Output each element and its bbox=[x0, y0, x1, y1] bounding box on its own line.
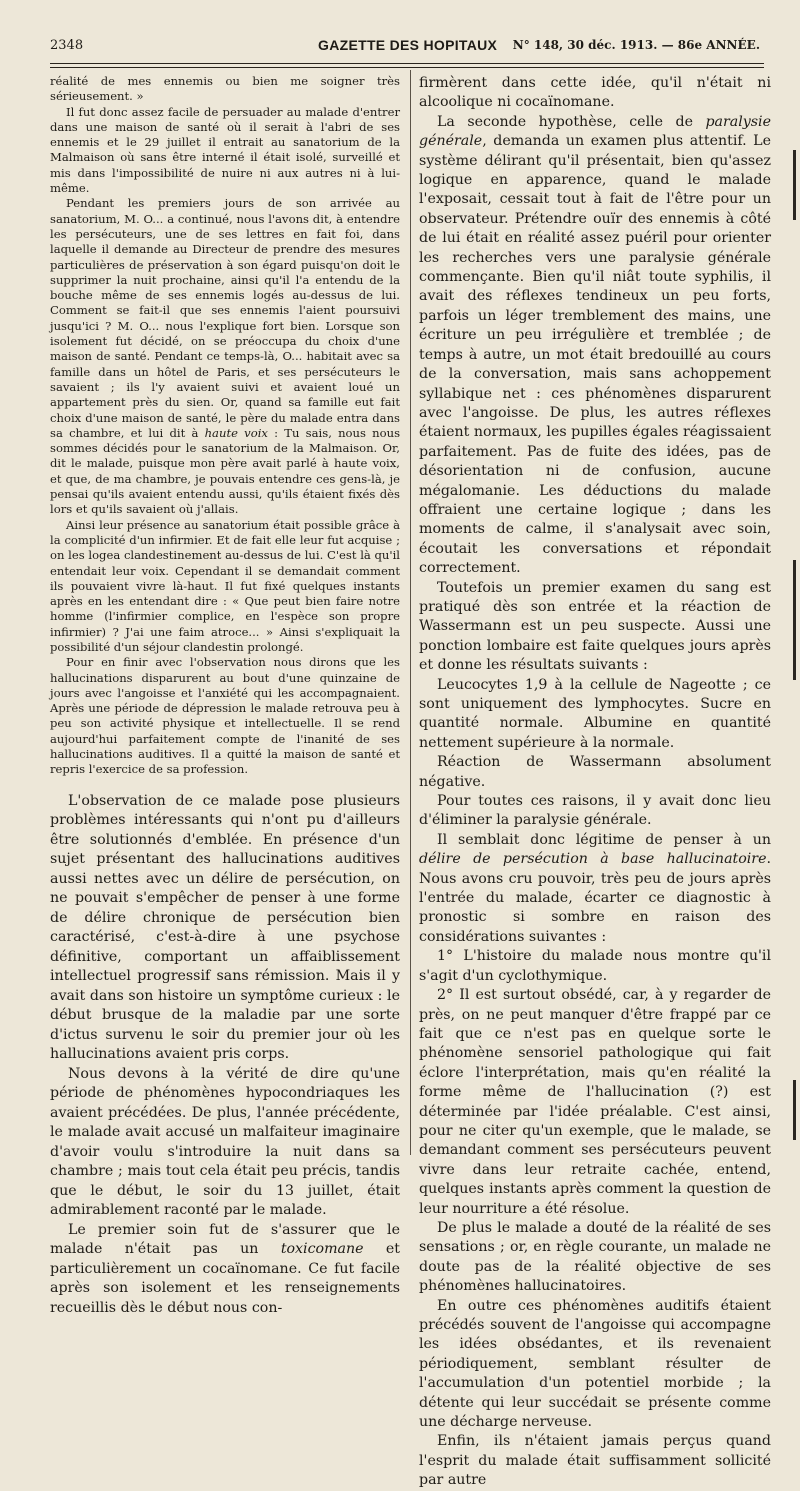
text-run: Pendant les premiers jours de son arrivée au sanatorium, M. O... a continué, nous l'avons dit, à entendre les persécuteurs, une de ses lettres en fait foi, dans laquelle il demande au Directeur de prendre des mesures particulières de préservation à son égard puisqu'on doit le supprimer la nuit prochaine, ainsi qu'il l'a entendu de la bouche même de ses ennemis logés au-dessus de lui. Comment se fait-il que ses ennemis l'aient poursuivi jusqu'ici ? M. O... nous l'explique fort bien. Lorsque son isolement fut décidé, on se préoccupa du choix d'une maison de santé. Pendant ce temps-là, O... habitait avec sa famille dans un hôtel de Paris, et ses persécuteurs le savaient ; ils l'y avaient suivi et avaient loué un appartement près du sien. Or, quand sa famille eut fait choix d'une maison de santé, le père du malade entra dans sa chambre, et lui dit à bbox=[50, 196, 400, 440]
header-rule-bottom bbox=[50, 67, 764, 68]
text-run: Le premier soin fut de s'assurer que le malade n'était pas un bbox=[50, 1221, 400, 1258]
paragraph: Il fut donc assez facile de persuader au malade d'entrer dans une maison de santé où il serait à l'abri de ses ennemis et le 29 juillet il entrait au sanatorium de la Malmaison où sans être interné il était isolé, surveillé et mis dans l'impossibilité de nuire ni aux autres ni à lui-même. bbox=[50, 104, 400, 196]
text-run: . Nous avons cru pouvoir, très peu de jours après l'entrée du malade, écarter ce diagnostic à pronostic si sombre en raison des considérations suivantes : bbox=[419, 851, 771, 945]
issue-info: N° 148, 30 déc. 1913. — 86e ANNÉE. bbox=[512, 38, 760, 52]
paragraph: firmèrent dans cette idée, qu'il n'était ni alcoolique ni cocaïnomane. bbox=[419, 75, 771, 111]
paragraph: Réaction de Wassermann absolument négative. bbox=[419, 754, 771, 790]
paragraph: En outre ces phénomènes auditifs étaient précédés souvent de l'angoisse qui accompagne les idées obsédantes, et ils revenaient périodiquement, semblant résulter de l'accumulation d'un potentiel morbide ; la détente qui leur succédait se présente comme une décharge nerveuse. bbox=[419, 1297, 771, 1431]
paragraph: Ainsi leur présence au sanatorium était possible grâce à la complicité d'un infirmier. Et de fait elle leur fut acquise ; on les logea clandestinement au-dessus de lui. C'est là qu'il entendait leur voix. Cependant il se demandait comment ils pouvaient vivre là-haut. Il fut fixé quelques instants après en les entendant dire : « Que peut bien faire notre homme (l'infirmier complice, en l'espèce son propre infirmier) ? J'ai une faim atroce... » Ainsi s'expliquait la possibilité d'un séjour clandestin prolongé. bbox=[50, 517, 400, 654]
paragraph: L'observation de ce malade pose plusieurs problèmes intéressants qui n'ont pu d'ailleurs être solutionnés d'emblée. En présence d'un sujet présentant des hallucinations auditives aussi nettes avec un délire de persécution, on ne pouvait s'empêcher de penser à une forme de délire chronique de persécution bien caractérisé, c'est-à-dire à une psychose définitive, comportant un affaiblissement intellectuel progressif sans rémission. Mais il y avait dans son histoire un symptôme curieux : le début brusque de la maladie par une sorte d'ictus survenu le soir du premier jour où les hallucinations avaient pris corps. bbox=[50, 792, 400, 1063]
paragraph: 1° L'histoire du malade nous montre qu'il s'agit d'un cyclothymique. bbox=[419, 948, 771, 984]
paragraph: Leucocytes 1,9 à la cellule de Nageotte ; ce sont uniquement des lymphocytes. Sucre en quantité normale. Albumine en quantité nettement supérieure à la normale. bbox=[419, 676, 771, 751]
italic-text: haute voix bbox=[204, 425, 268, 440]
page-edge-mark bbox=[793, 1080, 796, 1140]
page-edge-mark bbox=[793, 560, 796, 680]
paragraph: Pour en finir avec l'observation nous dirons que les hallucinations disparurent au bout d'une quinzaine de jours avec l'angoisse et l'anxiété qui les accompagnaient. Après une période de dépression le malade retrouva peu à peu son activité physique et intellectuelle. Il se rend aujourd'hui parfaitement compte de l'inanité de ses hallucinations auditives. Il a quitté la maison de santé et repris l'exercice de sa profession. bbox=[50, 655, 400, 777]
paragraph: réalité de mes ennemis ou bien me soigner très sérieusement. » bbox=[50, 74, 400, 104]
right-column bbox=[419, 74, 771, 1491]
page-number: 2348 bbox=[50, 38, 84, 53]
paragraph bbox=[50, 1221, 400, 1319]
observation-text bbox=[50, 74, 400, 778]
text-run: , demanda un examen plus attentif. Le système délirant qu'il présentait, bien qu'assez logique en apparence, quand le malade l'exposait, cessait tout à fait de l'être pour un observateur. Prétendre ouïr des ennemis à côté de lui était en réalité assez puéril pour orienter les recherches vers une paralysie générale commençante. Bien qu'il niât toute syphilis, il avait des réflexes tendineux un peu forts, parfois un léger tremblement des mains, une écriture un peu irrégulière et tremblée ; de temps à autre, un mot était bredouillé au cours de la conversation, mais sans achoppement syllabique net : ces phénomènes disparurent avec l'angoisse. De plus, les autres réflexes étaient normaux, les pupilles égales réagissaient parfaitement. Pas de fuite des idées, pas de désorientation ni de confusion, aucune mégalomanie. Les déductions du malade offraient une certaine logique ; dans les moments de calme, il s'analysait avec soin, écoutait les conversations et répondait correctement. bbox=[419, 133, 771, 577]
paragraph: Toutefois un premier examen du sang est pratiqué dès son entrée et la réaction de Wassermann est un peu suspecte. Aussi une ponction lombaire est faite quelques jours après et donne les résultats suivants : bbox=[419, 579, 771, 674]
italic-text: paralysie générale bbox=[419, 113, 771, 150]
italic-text: toxicomane bbox=[280, 1241, 364, 1258]
column-divider bbox=[410, 70, 411, 1155]
text-run: La seconde hypothèse, celle de bbox=[437, 113, 706, 130]
paragraph: De plus le malade a douté de la réalité de ses sensations ; or, en règle courante, un malade ne doute pas de la réalité objective de ses phénomènes hallucinatoires. bbox=[419, 1219, 771, 1295]
left-column bbox=[50, 74, 400, 1318]
header-rule-top bbox=[50, 63, 764, 64]
paragraph bbox=[419, 831, 771, 947]
paragraph: Pour toutes ces raisons, il y avait donc lieu d'éliminer la paralysie générale. bbox=[419, 793, 771, 829]
journal-title: GAZETTE DES HOPITAUX bbox=[318, 37, 498, 53]
paragraph: 2° Il est surtout obsédé, car, à y regarder de près, on ne peut manquer d'être frappé par ce fait que ce n'est pas en quelque sorte le phénomène sensoriel pathologique qui fait éclore l'interprétation, mais qu'en réalité la forme même de l'hallucination (?) est déterminée par l'idée préalable. C'est ainsi, pour ne citer qu'un exemple, que le malade, se demandant comment ses persécuteurs peuvent vivre dans leur retraite cachée, entend, quelques instants après comment la question de leur nourriture a été résolue. bbox=[419, 987, 771, 1217]
discussion-text bbox=[50, 792, 400, 1319]
text-run: : Tu sais, nous nous sommes décidés pour le sanatorium de la Malmaison. Or, dit le malade, puisque mon père avait parlé à haute voix, et que, de ma chambre, je pouvais entendre ces gens-là, je pensai qu'ils avaient entendu aussi, qu'ils étaient fixés dès lors et qu'ils savaient où j'allais. bbox=[50, 425, 401, 517]
paragraph: Nous devons à la vérité de dire qu'une période de phénomènes hypocondriaques les avaient précédées. De plus, l'année précédente, le malade avait accusé un malfaiteur imaginaire d'avoir voulu s'introduire la nuit dans sa chambre ; mais tout cela était peu précis, tandis que le début, le soir du 13 juillet, était admirablement raconté par le malade. bbox=[50, 1065, 400, 1219]
paragraph bbox=[50, 196, 400, 517]
text-run: Il semblait donc légitime de penser à un bbox=[437, 831, 771, 848]
italic-text: délire de persécution à base hallucinatoire bbox=[419, 851, 767, 868]
paragraph bbox=[419, 113, 771, 579]
page-edge-mark bbox=[793, 150, 796, 220]
paragraph: Enfin, ils n'étaient jamais perçus quand l'esprit du malade était suffisamment sollicité par autre bbox=[419, 1433, 771, 1489]
page-header bbox=[50, 36, 760, 58]
text-run: et particulièrement un cocaïnomane. Ce fut facile après son isolement et les renseignements recueillis dès le début nous con- bbox=[50, 1241, 401, 1316]
